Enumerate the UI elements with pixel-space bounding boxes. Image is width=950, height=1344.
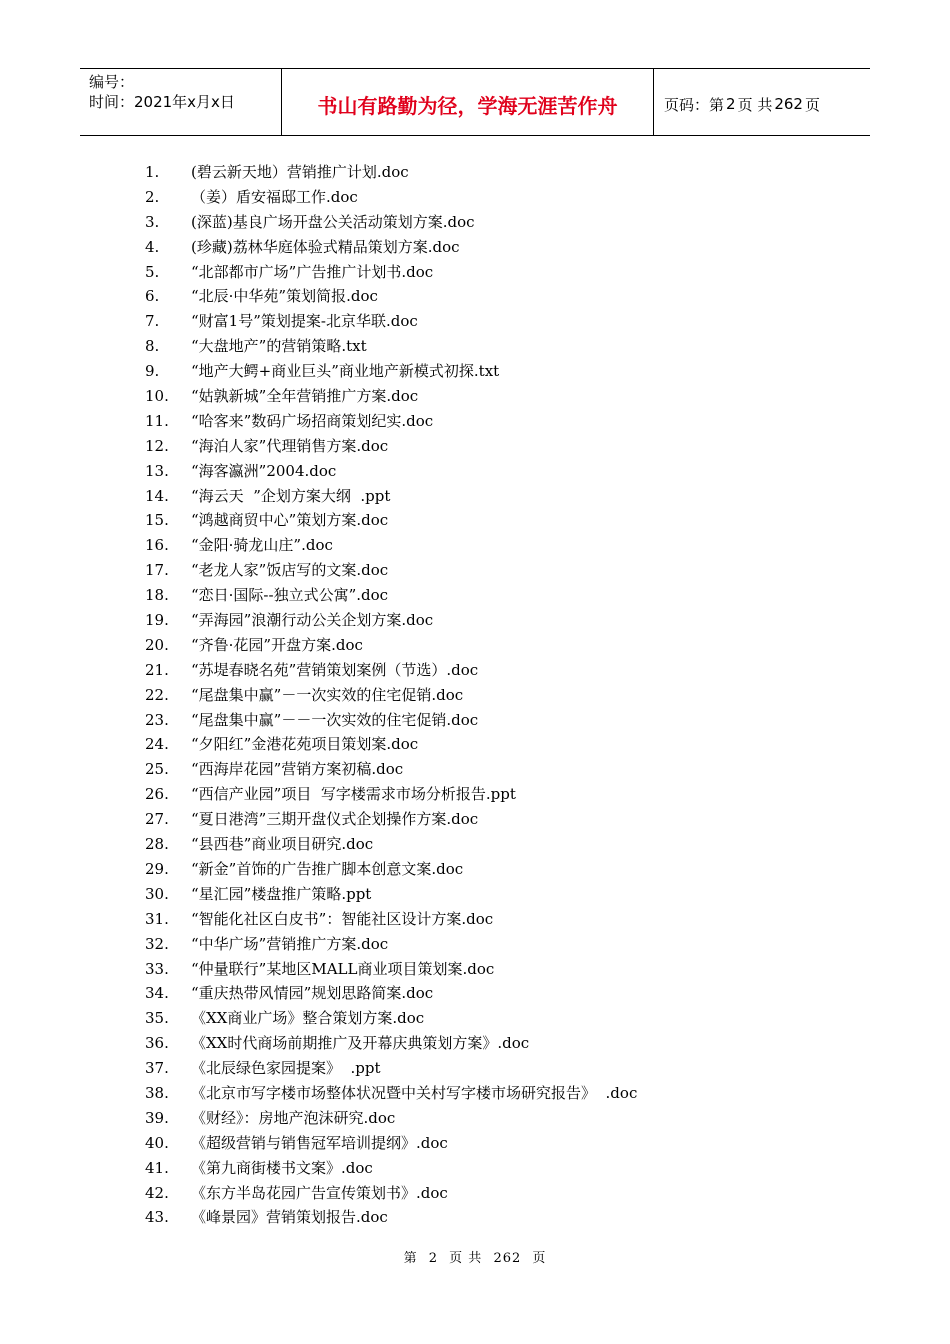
list-item-number: 38. [145, 1083, 169, 1102]
list-item-title: “夏日港湾”三期开盘仪式企划操作方案.doc [191, 810, 479, 829]
list-item-title: “尾盘集中赢”－一次实效的住宅促销.doc [191, 685, 464, 704]
footer-current-page: 2 [428, 1251, 439, 1266]
list-item-number: 26. [145, 785, 169, 804]
list-item [145, 235, 637, 260]
list-item [145, 1106, 637, 1131]
list-item-title: 《财经》：房地产泡沫研究.doc [191, 1108, 396, 1127]
list-item [145, 857, 637, 882]
list-item-number: 14. [145, 486, 169, 505]
list-item-number: 7. [145, 312, 160, 331]
list-item-title: “金阳·骑龙山庄”.doc [191, 536, 333, 555]
list-item-title: “西海岸花园”营销方案初稿.doc [191, 760, 404, 779]
list-item-number: 35. [145, 1009, 169, 1028]
list-item-title: “中华广场”营销推广方案.doc [191, 934, 389, 953]
list-item [145, 334, 637, 359]
list-item-number: 37. [145, 1059, 169, 1078]
list-item [145, 1156, 637, 1181]
list-item-number: 15. [145, 511, 169, 530]
footer-prefix: 第 [403, 1251, 418, 1266]
list-item-title: 《北京市写字楼市场整体状况暨中关村写字楼市场研究报告》 .doc [191, 1083, 638, 1102]
footer-suffix: 页 [532, 1251, 547, 1266]
list-item-number: 42. [145, 1183, 169, 1202]
list-item-title: “重庆热带风情园”规划思路简案.doc [191, 984, 434, 1003]
list-item-number: 3. [145, 212, 160, 231]
list-item-title: “弄海园”浪潮行动公关企划方案.doc [191, 611, 434, 630]
list-item [145, 1181, 637, 1206]
list-item-number: 21. [145, 660, 169, 679]
header-meta [80, 69, 282, 135]
list-item-number: 30. [145, 884, 169, 903]
list-item [145, 981, 637, 1006]
list-item-number: 11. [145, 411, 169, 430]
list-item-number: 34. [145, 984, 169, 1003]
list-item-number: 17. [145, 561, 169, 580]
header-motto: 书山有路勤为径，学海无涯苦作舟 [282, 69, 654, 135]
list-item [145, 384, 637, 409]
list-item-title: “齐鲁·花园”开盘方案.doc [191, 635, 363, 654]
list-item-number: 27. [145, 810, 169, 829]
list-item [145, 708, 637, 733]
list-item-title: “星汇园”楼盘推广策略.ppt [191, 884, 372, 903]
list-item-title: “仲量联行”某地区MALL商业项目策划案.doc [191, 959, 495, 978]
list-item-title: (珍藏)荔林华庭体验式精品策划方案.doc [191, 237, 460, 256]
list-item-number: 10. [145, 387, 169, 406]
list-item-number: 40. [145, 1133, 169, 1152]
list-item [145, 260, 637, 285]
list-item-title: 《峰景园》营销策划报告.doc [191, 1208, 388, 1227]
list-item-number: 13. [145, 461, 169, 480]
list-item-number: 18. [145, 586, 169, 605]
list-item [145, 309, 637, 334]
list-item-number: 6. [145, 287, 160, 306]
footer-total-pages: 262 [493, 1251, 522, 1266]
list-item [145, 932, 637, 957]
header-page-indicator [654, 69, 870, 135]
list-item-number: 43. [145, 1208, 169, 1227]
list-item-title: “县西巷”商业项目研究.doc [191, 835, 374, 854]
list-item-number: 28. [145, 835, 169, 854]
list-item [145, 533, 637, 558]
list-item [145, 1131, 637, 1156]
list-item-number: 39. [145, 1108, 169, 1127]
list-item [145, 160, 637, 185]
document-number-label: 编号： [89, 73, 135, 91]
list-item-title: “夕阳红”金港花苑项目策划案.doc [191, 735, 419, 754]
page-total: 262 [774, 95, 803, 113]
list-item [145, 484, 637, 509]
list-item [145, 882, 637, 907]
list-item [145, 459, 637, 484]
list-item [145, 957, 637, 982]
list-item-title: 《XX时代商场前期推广及开幕庆典策划方案》.doc [191, 1034, 530, 1053]
list-item [145, 185, 637, 210]
list-item-title: (深蓝)基良广场开盘公关活动策划方案.doc [191, 212, 475, 231]
list-item-number: 8. [145, 337, 160, 356]
list-item-number: 22. [145, 685, 169, 704]
list-item [145, 558, 637, 583]
page-footer [0, 1247, 950, 1266]
list-item-number: 4. [145, 237, 160, 256]
list-item-title: “海泊人家”代理销售方案.doc [191, 436, 389, 455]
list-item-number: 5. [145, 262, 160, 281]
list-item-title: 《XX商业广场》整合策划方案.doc [191, 1009, 425, 1028]
list-item [145, 608, 637, 633]
list-item-number: 25. [145, 760, 169, 779]
list-item-number: 31. [145, 909, 169, 928]
list-item-number: 32. [145, 934, 169, 953]
list-item [145, 757, 637, 782]
list-item-title: “老龙人家”饭店写的文案.doc [191, 561, 389, 580]
list-item-title: “西信产业园”项目 写字楼需求市场分析报告.ppt [191, 785, 516, 804]
list-item-title: “北辰·中华苑”策划简报.doc [191, 287, 378, 306]
page-suffix: 页 [804, 95, 820, 114]
list-item-number: 23. [145, 710, 169, 729]
list-item [145, 832, 637, 857]
list-item-title: “新金”首饰的广告推广脚本创意文案.doc [191, 859, 464, 878]
list-item [145, 284, 637, 309]
list-item-number: 19. [145, 611, 169, 630]
list-item-title: “大盘地产”的营销策略.txt [191, 337, 367, 356]
list-item-number: 41. [145, 1158, 169, 1177]
page-current: 2 [726, 95, 736, 113]
list-item-title: 《北辰绿色家园提案》 .ppt [191, 1059, 381, 1078]
list-item [145, 907, 637, 932]
list-item-title: “恋日·国际--独立式公寓”.doc [191, 586, 389, 605]
list-item-number: 20. [145, 635, 169, 654]
list-item [145, 1056, 637, 1081]
list-item-number: 16. [145, 536, 169, 555]
list-item [145, 658, 637, 683]
document-date-label: 时间：2021年x月x日 [89, 93, 235, 111]
list-item-number: 29. [145, 859, 169, 878]
list-item-title: (碧云新天地）营销推广计划.doc [191, 163, 409, 181]
list-item-title: “尾盘集中赢”－－一次实效的住宅促销.doc [191, 710, 479, 729]
list-item [145, 359, 637, 384]
list-item-number: 12. [145, 436, 169, 455]
list-item [145, 782, 637, 807]
list-item-number: 36. [145, 1034, 169, 1053]
list-item [145, 683, 637, 708]
footer-middle: 页 共 [449, 1251, 483, 1266]
list-item-title: 《超级营销与销售冠军培训提纲》.doc [191, 1133, 448, 1152]
list-item-title: “北部都市广场”广告推广计划书.doc [191, 262, 434, 281]
list-item-title: “海客瀛洲”2004.doc [191, 461, 337, 480]
list-item-title: “鸿越商贸中心”策划方案.doc [191, 511, 389, 530]
list-item [145, 1031, 637, 1056]
list-item [145, 807, 637, 832]
list-item-title: “苏堤春晓名苑”营销策划案例（节选）.doc [191, 660, 479, 679]
list-item [145, 508, 637, 533]
list-item [145, 583, 637, 608]
list-item-title: “哈客来”数码广场招商策划纪实.doc [191, 411, 434, 430]
page-of-label: 页 共 [737, 95, 773, 114]
list-item [145, 732, 637, 757]
list-item-number: 9. [145, 362, 160, 381]
list-item-title: “海云天 ”企划方案大纲 .ppt [191, 486, 391, 505]
list-item [145, 434, 637, 459]
list-item-title: 《东方半岛花园广告宣传策划书》.doc [191, 1183, 448, 1202]
document-list [145, 160, 637, 1230]
list-item [145, 1205, 637, 1230]
list-item-title: “地产大鳄+商业巨头”商业地产新模式初探.txt [191, 362, 500, 381]
list-item-number: 24. [145, 735, 169, 754]
page-header [80, 68, 870, 136]
list-item [145, 210, 637, 235]
list-item-title: “智能化社区白皮书”：智能社区设计方案.doc [191, 909, 494, 928]
list-item-title: “姑孰新城”全年营销推广方案.doc [191, 387, 419, 406]
page-label: 页码：第 [664, 95, 725, 114]
list-item-title: 《第九商街楼书文案》.doc [191, 1158, 373, 1177]
list-item [145, 409, 637, 434]
list-item [145, 1081, 637, 1106]
list-item [145, 1006, 637, 1031]
list-item-title: （姜）盾安福邸工作.doc [191, 187, 358, 206]
list-item [145, 633, 637, 658]
list-item-title: “财富1号”策划提案-北京华联.doc [191, 312, 418, 331]
list-item-number: 33. [145, 959, 169, 978]
list-item-number: 2. [145, 187, 160, 206]
list-item-number: 1. [145, 163, 160, 181]
